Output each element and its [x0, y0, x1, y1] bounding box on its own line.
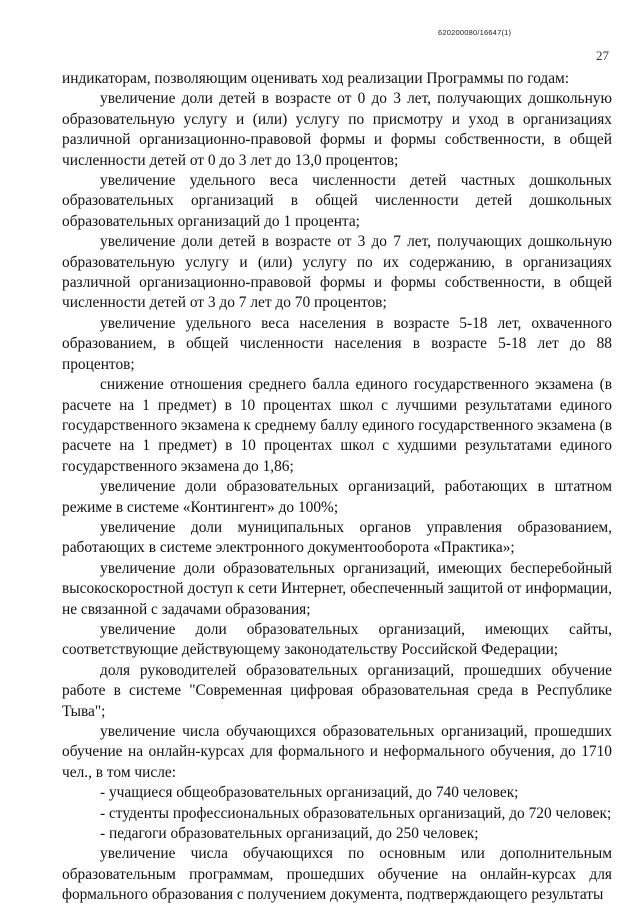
list-item: - учащиеся общеобразовательных организаций, до 740 человек;	[100, 784, 519, 802]
paragraph: индикаторам, позволяющим оценивать ход реализации Программы по годам:	[62, 70, 570, 87]
paragraph: увеличение доли детей в возрасте от 3 до 7 лет, получающих дошкольную образовательную услугу и (или) услугу по их содержанию, в организациях различной организационно-правовой формы и формы собственности, в общей численности детей от 3 до 7 лет до 70 процентов;	[62, 233, 612, 312]
document-registration-number: 620200080/16647(1)	[438, 28, 512, 37]
paragraph: снижение отношения среднего балла единого государственного экзамена (в расчете на 1 предмет) в 10 процентах школ с лучшими результатами единого государственного экзамена к среднему баллу единого государственного экзамена (в расчете на 1 предмет) в 10 процентах школ с худшими результатами единого государственного экзамена до 1,86;	[62, 376, 612, 475]
list-item: - педагоги образовательных организаций, до 250 человек;	[100, 825, 479, 843]
paragraph: увеличение доли детей в возрасте от 0 до 3 лет, получающих дошкольную образовательную услугу и (или) услугу по присмотру и уход в организациях различной организационно-правовой формы и формы собственности, в общей численности детей от 0 до 3 лет до 13,0 процентов;	[62, 90, 612, 169]
paragraph: увеличение числа обучающихся образовательных организаций, прошедших обучение на онлайн-курсах для формального и неформального обучения, до 1710 чел., в том числе:	[62, 723, 612, 781]
paragraph: увеличение удельного веса численности детей частных дошкольных образовательных организаций в общей численности детей дошкольных образовательных организаций до 1 процента;	[62, 172, 612, 230]
paragraph: доля руководителей образовательных организаций, прошедших обучение работе в системе "Современная цифровая образовательная среда в Республике Тыва";	[62, 661, 612, 720]
paragraph: увеличение доли образовательных организаций, имеющих сайты, соответствующие действующему законодательству Российской Федерации;	[62, 620, 612, 659]
paragraph: увеличение доли образовательных организаций, работающих в штатном режиме в системе «Контингент» до 100%;	[62, 478, 612, 516]
paragraph: увеличение числа обучающихся по основным или дополнительным образовательным программам, прошедших обучение на онлайн-курсах для формального образования с получением документа, подтверждающего результаты	[62, 845, 612, 904]
paragraph: увеличение доли муниципальных органов управления образованием, работающих в системе электронного документооборота «Практика»;	[62, 518, 612, 557]
paragraph: увеличение доли образовательных организаций, имеющих бесперебойный высокоскоростной доступ к сети Интернет, обеспеченный защитой от информации, не связанной с задачами образования;	[62, 559, 612, 618]
page-number: 27	[596, 48, 609, 63]
paragraph: увеличение удельного веса населения в возрасте 5-18 лет, охваченного образованием, в общей численности населения в возрасте 5-18 лет до 88 процентов;	[62, 314, 612, 373]
document-body	[62, 69, 612, 906]
list-item: - студенты профессиональных образовательных организаций, до 720 человек;	[100, 804, 612, 822]
